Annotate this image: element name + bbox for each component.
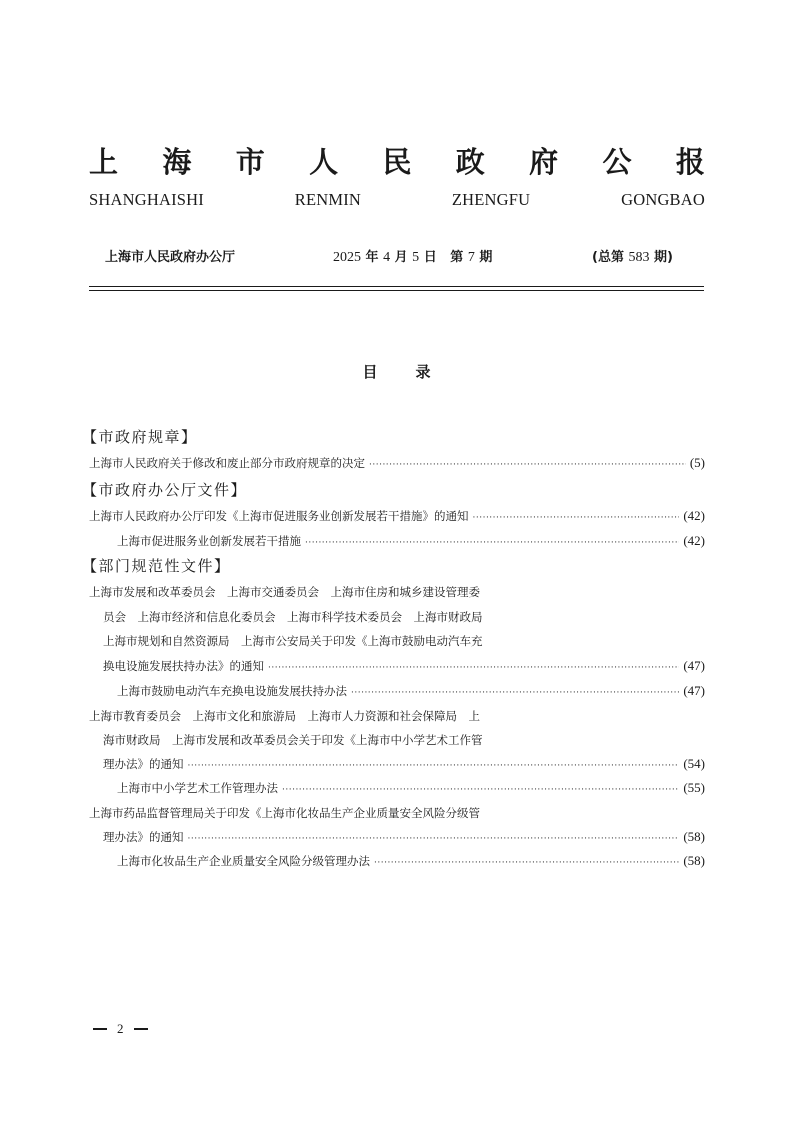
issuing-office: 上海市人民政府办公厅 <box>105 250 236 265</box>
toc-entry-title: 海市财政局 上海市发展和改革委员会关于印发《上海市中小学艺术工作管 <box>103 733 483 747</box>
total-issue <box>592 249 673 267</box>
toc-entry-title: 上海市人民政府关于修改和废止部分市政府规章的决定 <box>89 456 365 470</box>
leader-dots <box>188 758 680 774</box>
dash-right <box>134 1028 148 1030</box>
leader-dots <box>351 685 679 701</box>
toc-entry-page: (47) <box>683 658 705 673</box>
masthead-char: 公 <box>602 145 632 179</box>
toc-title <box>0 362 793 382</box>
toc-title-char: 目 <box>362 363 378 381</box>
masthead-word: RENMIN <box>294 190 362 209</box>
header-rule-thin <box>89 290 704 291</box>
toc-entry-page: (47) <box>683 683 705 698</box>
leader-dots <box>369 457 686 473</box>
leader-dots <box>188 831 680 847</box>
toc-entry-line[interactable] <box>103 609 705 625</box>
toc-entry-page: (54) <box>683 756 705 771</box>
masthead-char: 府 <box>529 145 559 179</box>
toc-entry[interactable] <box>89 508 705 526</box>
toc-entry[interactable] <box>117 853 705 871</box>
masthead-word: ZHENGFU <box>451 190 531 209</box>
toc-entry-title: 上海市规划和自然资源局 上海市公安局关于印发《上海市鼓励电动汽车充 <box>103 634 483 648</box>
toc-entry-title: 上海市化妆品生产企业质量安全风险分级管理办法 <box>117 854 370 868</box>
toc-entry[interactable] <box>103 658 705 676</box>
toc-title-char: 录 <box>415 363 431 381</box>
toc-entry-title: 上海市促进服务业创新发展若干措施 <box>117 534 301 548</box>
toc-entry-page: (5) <box>689 455 705 470</box>
toc-entry-title: 员会 上海市经济和信息化委员会 上海市科学技术委员会 上海市财政局 <box>103 610 483 624</box>
month: 4 <box>383 250 391 265</box>
toc-entry[interactable] <box>117 683 705 701</box>
toc-entry-page: (42) <box>683 533 705 548</box>
section-heading: 【市政府规章】 <box>82 428 198 446</box>
leader-dots <box>268 660 679 676</box>
toc-entry-line[interactable] <box>89 805 705 821</box>
toc-entry[interactable] <box>103 756 705 774</box>
leader-dots <box>282 782 679 798</box>
toc-entry-page: (58) <box>683 829 705 844</box>
month-unit: 月 <box>394 250 408 265</box>
toc-entry-line[interactable] <box>89 584 705 600</box>
masthead-char: 民 <box>382 145 412 179</box>
masthead-char: 海 <box>162 145 192 179</box>
toc-entry-title: 上海市药品监督管理局关于印发《上海市化妆品生产企业质量安全风险分级管 <box>89 806 480 820</box>
masthead-char: 上 <box>89 145 119 179</box>
toc-entry-page: (58) <box>683 853 705 868</box>
total-number: 583 <box>628 250 650 265</box>
toc-entry-title: 上海市中小学艺术工作管理办法 <box>117 781 278 795</box>
masthead-word: GONGBAO <box>621 190 705 209</box>
dash-left <box>93 1028 107 1030</box>
toc-entry-line[interactable] <box>103 633 705 649</box>
masthead-word: SHANGHAISHI <box>89 190 204 209</box>
toc-entry-line[interactable] <box>89 708 705 724</box>
toc-entry-title: 换电设施发展扶持办法》的通知 <box>103 659 264 673</box>
toc-entry-page: (42) <box>683 508 705 523</box>
toc-entry-page: (55) <box>683 780 705 795</box>
masthead-char: 政 <box>455 145 485 179</box>
day: 5 <box>412 250 420 265</box>
section-heading: 【部门规范性文件】 <box>82 557 231 575</box>
masthead-title-cn <box>89 144 705 180</box>
masthead-char: 报 <box>675 145 705 179</box>
issue-date <box>333 249 492 267</box>
section-heading: 【市政府办公厅文件】 <box>82 481 248 499</box>
masthead-char: 人 <box>309 145 339 179</box>
total-close: 期) <box>654 250 673 265</box>
total-open: (总第 <box>592 250 624 265</box>
toc-entry-title: 理办法》的通知 <box>103 757 184 771</box>
toc-entry-title: 上海市发展和改革委员会 上海市交通委员会 上海市住房和城乡建设管理委 <box>89 585 480 599</box>
toc-entry-title: 上海市鼓励电动汽车充换电设施发展扶持办法 <box>117 684 347 698</box>
page-number: 2 <box>117 1021 124 1036</box>
issue-prefix: 第 <box>450 250 464 265</box>
header-rule-thick <box>89 286 704 287</box>
day-unit: 日 <box>423 250 437 265</box>
toc-entry-line[interactable] <box>103 732 705 748</box>
toc-entry-title: 上海市教育委员会 上海市文化和旅游局 上海市人力资源和社会保障局 上 <box>89 709 480 723</box>
year-unit: 年 <box>365 250 379 265</box>
masthead-char: 市 <box>235 145 265 179</box>
issue-number: 7 <box>467 250 475 265</box>
toc-entry[interactable] <box>89 455 705 473</box>
year: 2025 <box>333 250 361 265</box>
issue-unit: 期 <box>479 250 493 265</box>
toc-entry[interactable] <box>103 829 705 847</box>
leader-dots <box>374 855 679 871</box>
toc-entry-title: 理办法》的通知 <box>103 830 184 844</box>
masthead-title-en <box>89 190 705 210</box>
leader-dots <box>305 535 679 551</box>
toc-entry[interactable] <box>117 780 705 798</box>
leader-dots <box>473 510 680 526</box>
toc-entry-title: 上海市人民政府办公厅印发《上海市促进服务业创新发展若干措施》的通知 <box>89 509 469 523</box>
toc-entry[interactable] <box>117 533 705 551</box>
page-footer <box>93 1020 148 1038</box>
